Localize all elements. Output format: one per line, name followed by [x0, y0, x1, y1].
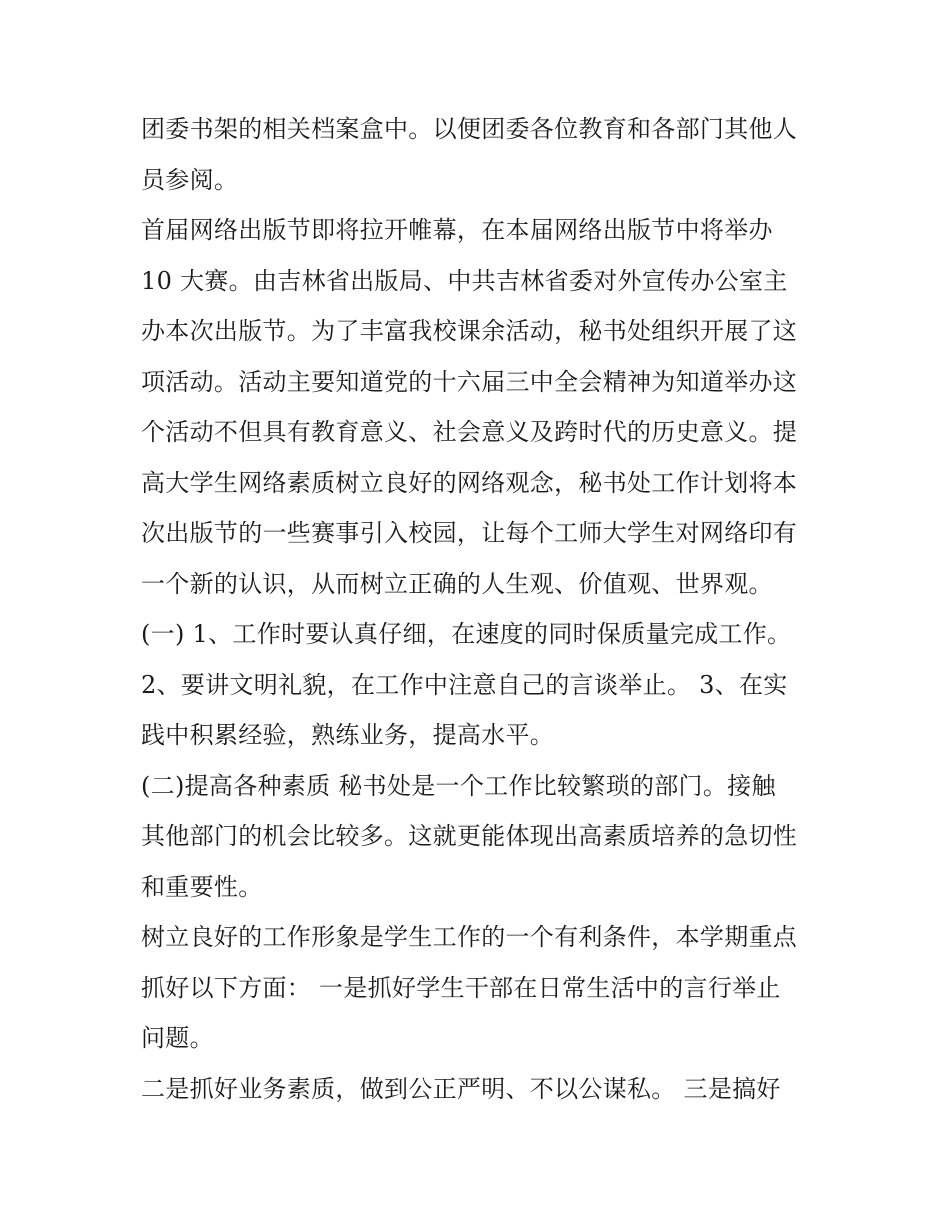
text-line: (二)提高各种素质 秘书处是一个工作比较繁琐的部门。接触 [141, 771, 776, 800]
text-line: 员参阅。 [141, 165, 239, 194]
text-line: 团委书架的相关档案盒中。以便团委各位教育和各部门其他人 [141, 115, 798, 143]
text-line: 一个新的认识，从而树立正确的人生观、价值观、世界观。 [141, 569, 773, 598]
text-line: 高大学生网络素质树立良好的网络观念，秘书处工作计划将本 [141, 468, 798, 497]
text-line: 次出版节的一些赛事引入校园，让每个工师大学生对网络印有 [141, 519, 798, 547]
text-line: 办本次出版节。为了丰富我校课余活动，秘书处组织开展了这 [141, 317, 798, 345]
text-line: 二是抓好业务素质，做到公正严明、不以公谋私。 三是搞好 [141, 1074, 781, 1103]
text-line: 树立良好的工作形象是学生工作的一个有利条件，本学期重点 [141, 923, 798, 951]
text-line: 其他部门的机会比较多。这就更能体现出高素质培养的急切性 [141, 822, 798, 850]
text-line: 问题。 [141, 1024, 214, 1052]
text-line: 10 大赛。由吉林省出版局、中共吉林省委对外宣传办公室主 [141, 266, 788, 295]
text-line: 首届网络出版节即将拉开帷幕，在本届网络出版节中将举办 [141, 216, 773, 244]
text-line: 抓好以下方面： 一是抓好学生干部在日常生活中的言行举止 [141, 973, 781, 1002]
text-line: 2、要讲文明礼貌，在工作中注意自己的言谈举止。 3、在实 [141, 670, 788, 699]
text-line: 个活动不但具有教育意义、社会意义及跨时代的历史意义。提 [141, 418, 798, 446]
text-line: 践中积累经验，熟练业务，提高水平。 [141, 721, 555, 749]
body-text [141, 104, 821, 1114]
text-line: 和重要性。 [141, 872, 263, 901]
text-line: 项活动。活动主要知道党的十六届三中全会精神为知道举办这 [141, 367, 798, 396]
text-line: (一) 1、工作时要认真仔细，在速度的同时保质量完成工作。 [141, 620, 792, 648]
